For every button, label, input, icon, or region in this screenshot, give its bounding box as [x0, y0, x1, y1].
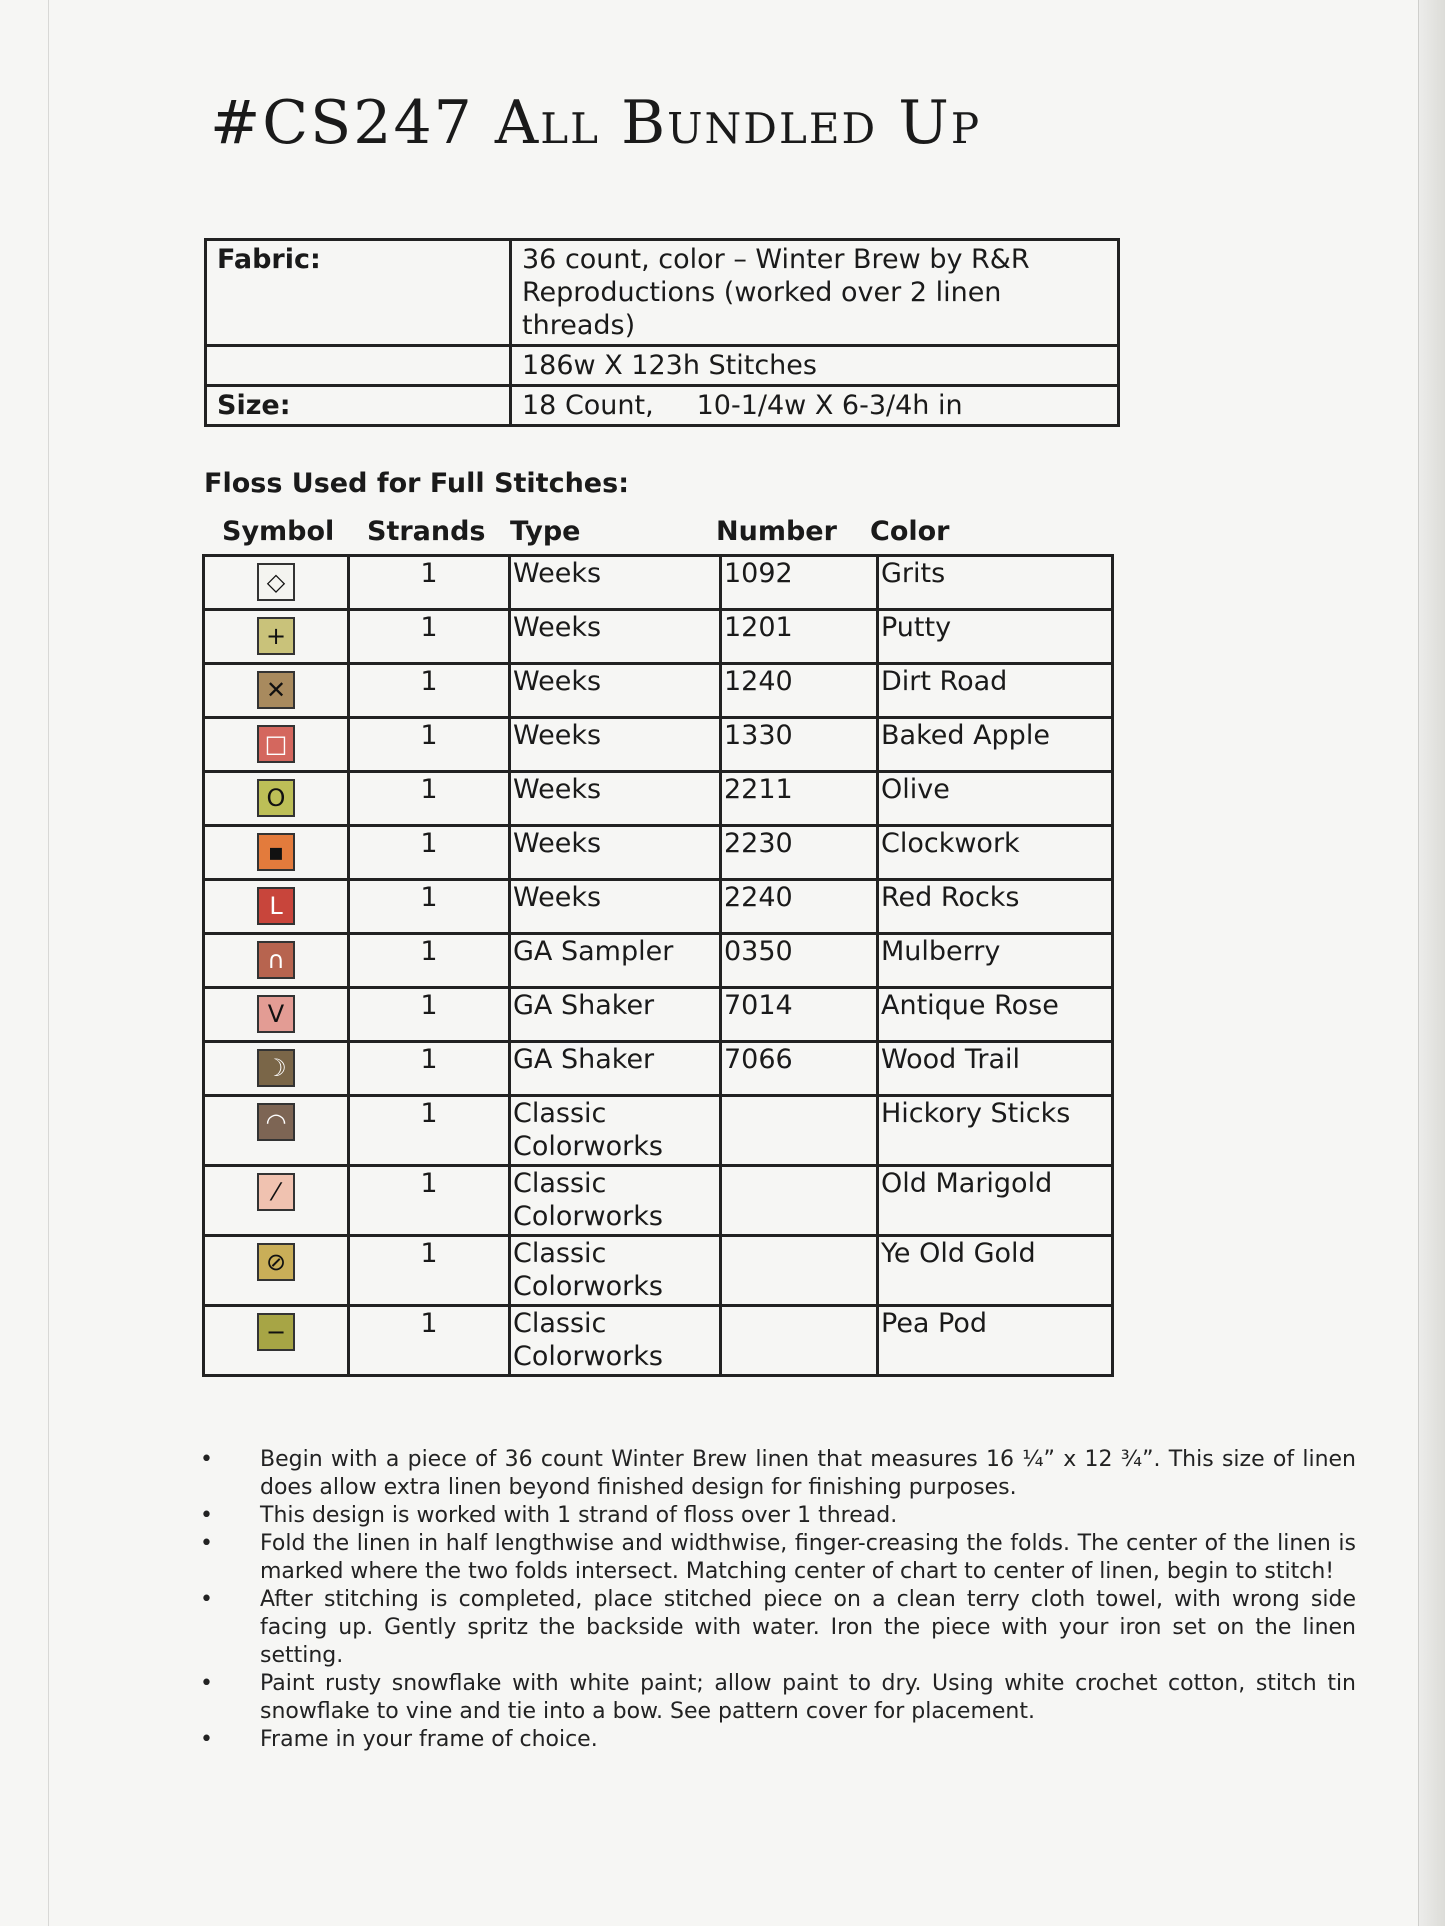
strands-cell: 1 — [349, 826, 510, 880]
type-cell: Weeks — [510, 880, 721, 934]
type-cell: Classic Colorworks — [510, 1236, 721, 1306]
instruction-text: Frame in your frame of choice. — [260, 1727, 598, 1752]
floss-row — [204, 826, 1113, 880]
type-cell: Classic Colorworks — [510, 1306, 721, 1376]
instructions-list — [200, 1446, 1356, 1754]
instruction-item — [200, 1502, 1356, 1530]
number-cell: 2211 — [721, 772, 878, 826]
symbol-cell — [204, 988, 349, 1042]
stitch-symbol-icon: V — [257, 995, 295, 1033]
number-cell — [721, 1166, 878, 1236]
stitch-symbol-icon: □ — [257, 725, 295, 763]
stitch-symbol-icon: ⊘ — [257, 1243, 295, 1281]
color-cell: Hickory Sticks — [878, 1096, 1113, 1166]
instruction-text: This design is worked with 1 strand of floss over 1 thread. — [260, 1503, 898, 1528]
bullet-icon: • — [200, 1587, 213, 1612]
color-cell: Dirt Road — [878, 664, 1113, 718]
type-cell: GA Shaker — [510, 988, 721, 1042]
color-cell: Pea Pod — [878, 1306, 1113, 1376]
floss-row — [204, 1166, 1113, 1236]
strands-cell: 1 — [349, 1096, 510, 1166]
color-cell: Ye Old Gold — [878, 1236, 1113, 1306]
floss-row — [204, 772, 1113, 826]
floss-row — [204, 556, 1113, 610]
strands-cell: 1 — [349, 1236, 510, 1306]
instruction-text: After stitching is completed, place stitched piece on a clean terry cloth towel, with wrong side facing up. Gently spritz the backside with water. Iron the piece with your iron set on the linen setting. — [260, 1587, 1356, 1668]
stitch-symbol-icon: ◠ — [257, 1103, 295, 1141]
size-value: 18 Count, 10-1/4w X 6-3/4h in — [511, 386, 1119, 426]
number-cell: 1240 — [721, 664, 878, 718]
symbol-cell — [204, 880, 349, 934]
stitch-symbol-icon: − — [257, 1313, 295, 1351]
number-cell: 7014 — [721, 988, 878, 1042]
instruction-item — [200, 1670, 1356, 1726]
number-cell: 2230 — [721, 826, 878, 880]
strands-cell: 1 — [349, 610, 510, 664]
column-header-type: Type — [510, 516, 581, 547]
floss-table — [202, 554, 1114, 1377]
color-cell: Antique Rose — [878, 988, 1113, 1042]
column-header-strands: Strands — [367, 516, 486, 547]
floss-row — [204, 610, 1113, 664]
number-cell — [721, 1306, 878, 1376]
color-cell: Wood Trail — [878, 1042, 1113, 1096]
fabric-size-table — [204, 238, 1120, 427]
stitch-symbol-icon: ⁄ — [257, 1173, 295, 1211]
floss-row — [204, 1236, 1113, 1306]
instruction-item — [200, 1446, 1356, 1502]
fabric-row — [206, 240, 1119, 346]
stitch-symbol-icon: L — [257, 887, 295, 925]
color-cell: Grits — [878, 556, 1113, 610]
stitch-symbol-icon: O — [257, 779, 295, 817]
stitch-symbol-icon: ∩ — [257, 941, 295, 979]
instruction-item — [200, 1726, 1356, 1754]
number-cell — [721, 1096, 878, 1166]
symbol-cell — [204, 610, 349, 664]
type-cell: GA Sampler — [510, 934, 721, 988]
fabric-label: Fabric: — [206, 240, 511, 346]
symbol-cell — [204, 664, 349, 718]
stitches-value: 186w X 123h Stitches — [511, 346, 1119, 386]
symbol-cell — [204, 1236, 349, 1306]
instruction-text: Begin with a piece of 36 count Winter Brew linen that measures 16 ¼” x 12 ¾”. This size of linen does allow extra linen beyond finished design for finishing purposes. — [260, 1447, 1356, 1500]
strands-cell: 1 — [349, 1042, 510, 1096]
page-edge — [1418, 0, 1445, 1926]
color-cell: Putty — [878, 610, 1113, 664]
fabric-value: 36 count, color – Winter Brew by R&R Reproductions (worked over 2 linen threads) — [511, 240, 1119, 346]
type-cell: Weeks — [510, 772, 721, 826]
type-cell: Classic Colorworks — [510, 1166, 721, 1236]
symbol-cell — [204, 826, 349, 880]
bullet-icon: • — [200, 1447, 213, 1472]
symbol-cell — [204, 1306, 349, 1376]
floss-row — [204, 880, 1113, 934]
type-cell: Weeks — [510, 826, 721, 880]
floss-row — [204, 1306, 1113, 1376]
type-cell: Weeks — [510, 718, 721, 772]
type-cell: GA Shaker — [510, 1042, 721, 1096]
stitch-symbol-icon: + — [257, 617, 295, 655]
number-cell: 0350 — [721, 934, 878, 988]
strands-cell: 1 — [349, 664, 510, 718]
bullet-icon: • — [200, 1671, 213, 1696]
page-fold-line — [48, 0, 49, 1926]
floss-row — [204, 1042, 1113, 1096]
stitch-symbol-icon: ◇ — [257, 563, 295, 601]
floss-row — [204, 988, 1113, 1042]
floss-row — [204, 934, 1113, 988]
strands-cell: 1 — [349, 1306, 510, 1376]
number-cell — [721, 1236, 878, 1306]
stitch-symbol-icon: ✕ — [257, 671, 295, 709]
column-header-symbol: Symbol — [222, 516, 335, 547]
strands-cell: 1 — [349, 988, 510, 1042]
color-cell: Baked Apple — [878, 718, 1113, 772]
bullet-icon: • — [200, 1727, 213, 1752]
column-header-color: Color — [870, 516, 950, 547]
stitches-label-empty — [206, 346, 511, 386]
bullet-icon: • — [200, 1531, 213, 1556]
strands-cell: 1 — [349, 880, 510, 934]
symbol-cell — [204, 556, 349, 610]
instruction-item — [200, 1586, 1356, 1670]
number-cell: 1201 — [721, 610, 878, 664]
symbol-cell — [204, 718, 349, 772]
floss-row — [204, 664, 1113, 718]
strands-cell: 1 — [349, 556, 510, 610]
floss-row — [204, 718, 1113, 772]
color-cell: Clockwork — [878, 826, 1113, 880]
color-cell: Olive — [878, 772, 1113, 826]
color-cell: Red Rocks — [878, 880, 1113, 934]
symbol-cell — [204, 1166, 349, 1236]
strands-cell: 1 — [349, 1166, 510, 1236]
type-cell: Weeks — [510, 664, 721, 718]
type-cell: Weeks — [510, 610, 721, 664]
number-cell: 1330 — [721, 718, 878, 772]
bullet-icon: • — [200, 1503, 213, 1528]
strands-cell: 1 — [349, 934, 510, 988]
floss-row — [204, 1096, 1113, 1166]
type-cell: Classic Colorworks — [510, 1096, 721, 1166]
stitch-symbol-icon: ☽ — [257, 1049, 295, 1087]
page-title: #CS247 All Bundled Up — [210, 88, 982, 158]
number-cell: 1092 — [721, 556, 878, 610]
stitches-row — [206, 346, 1119, 386]
symbol-cell — [204, 1096, 349, 1166]
instruction-item — [200, 1530, 1356, 1586]
symbol-cell — [204, 1042, 349, 1096]
number-cell: 2240 — [721, 880, 878, 934]
size-label: Size: — [206, 386, 511, 426]
column-header-number: Number — [716, 516, 837, 547]
size-row — [206, 386, 1119, 426]
color-cell: Mulberry — [878, 934, 1113, 988]
color-cell: Old Marigold — [878, 1166, 1113, 1236]
floss-heading: Floss Used for Full Stitches: — [204, 468, 629, 499]
symbol-cell — [204, 934, 349, 988]
instruction-text: Paint rusty snowflake with white paint; allow paint to dry. Using white crochet cotton, stitch tin snowflake to vine and tie into a bow. See pattern cover for placement. — [260, 1671, 1356, 1724]
number-cell: 7066 — [721, 1042, 878, 1096]
strands-cell: 1 — [349, 772, 510, 826]
stitch-symbol-icon: ▪ — [257, 833, 295, 871]
symbol-cell — [204, 772, 349, 826]
instruction-text: Fold the linen in half lengthwise and widthwise, finger-creasing the folds. The center of the linen is marked where the two folds intersect. Matching center of chart to center of linen, begin to stitch! — [260, 1531, 1356, 1584]
strands-cell: 1 — [349, 718, 510, 772]
type-cell: Weeks — [510, 556, 721, 610]
